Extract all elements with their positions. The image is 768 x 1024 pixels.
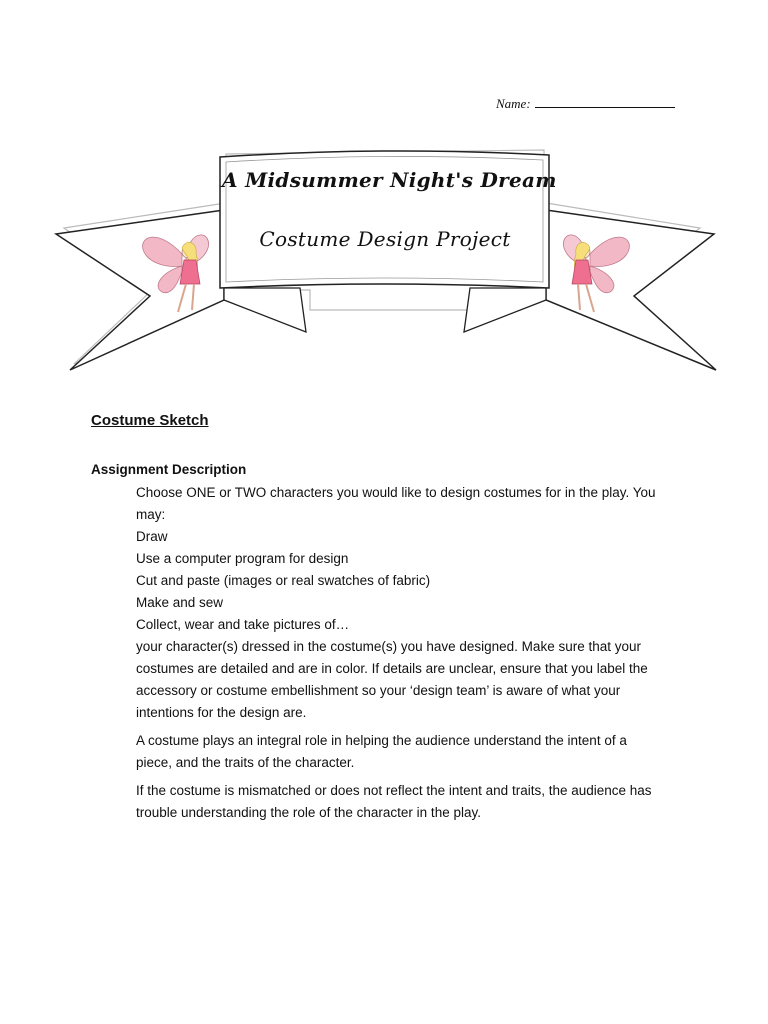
- body-line: Cut and paste (images or real swatches of fabric): [136, 573, 431, 588]
- banner-right-tail: [546, 210, 716, 370]
- body-line: Make and sew: [136, 595, 224, 610]
- body-line: Draw: [136, 529, 168, 544]
- assignment-body: [136, 482, 684, 824]
- name-field: [496, 95, 675, 112]
- section-title: Costume Sketch: [91, 412, 209, 429]
- body-line: accessory or costume embellishment so your ‘design team’ is aware of what your: [136, 683, 621, 698]
- name-blank-line: [535, 95, 675, 108]
- banner-left-tail: [56, 210, 224, 370]
- paragraph-2-line: A costume plays an integral role in helping the audience understand the intent of a: [136, 733, 627, 748]
- paragraph-2-line: piece, and the traits of the character.: [136, 755, 355, 770]
- banner-subtitle: Costume Design Project: [259, 227, 511, 251]
- assignment-heading: Assignment Description: [91, 462, 247, 477]
- paragraph-3-line: If the costume is mismatched or does not reflect the intent and traits, the audience has: [136, 783, 652, 798]
- banner-right-fold: [464, 288, 546, 332]
- body-line: intentions for the design are.: [136, 705, 307, 720]
- name-label: Name:: [496, 96, 531, 111]
- body-line: Use a computer program for design: [136, 551, 349, 566]
- banner-title: A Midsummer Night's Dream: [222, 168, 557, 192]
- banner-left-fold: [224, 288, 306, 332]
- body-line: your character(s) dressed in the costume(s) you have designed. Make sure that your: [136, 639, 641, 654]
- body-line: costumes are detailed and are in color. If details are unclear, ensure that you label the: [136, 661, 648, 676]
- paragraph-3-line: trouble understanding the role of the character in the play.: [136, 805, 481, 820]
- body-line: may:: [136, 507, 166, 522]
- body-line: Collect, wear and take pictures of…: [136, 617, 350, 632]
- body-line: Choose ONE or TWO characters you would like to design costumes for in the play. You: [136, 485, 656, 500]
